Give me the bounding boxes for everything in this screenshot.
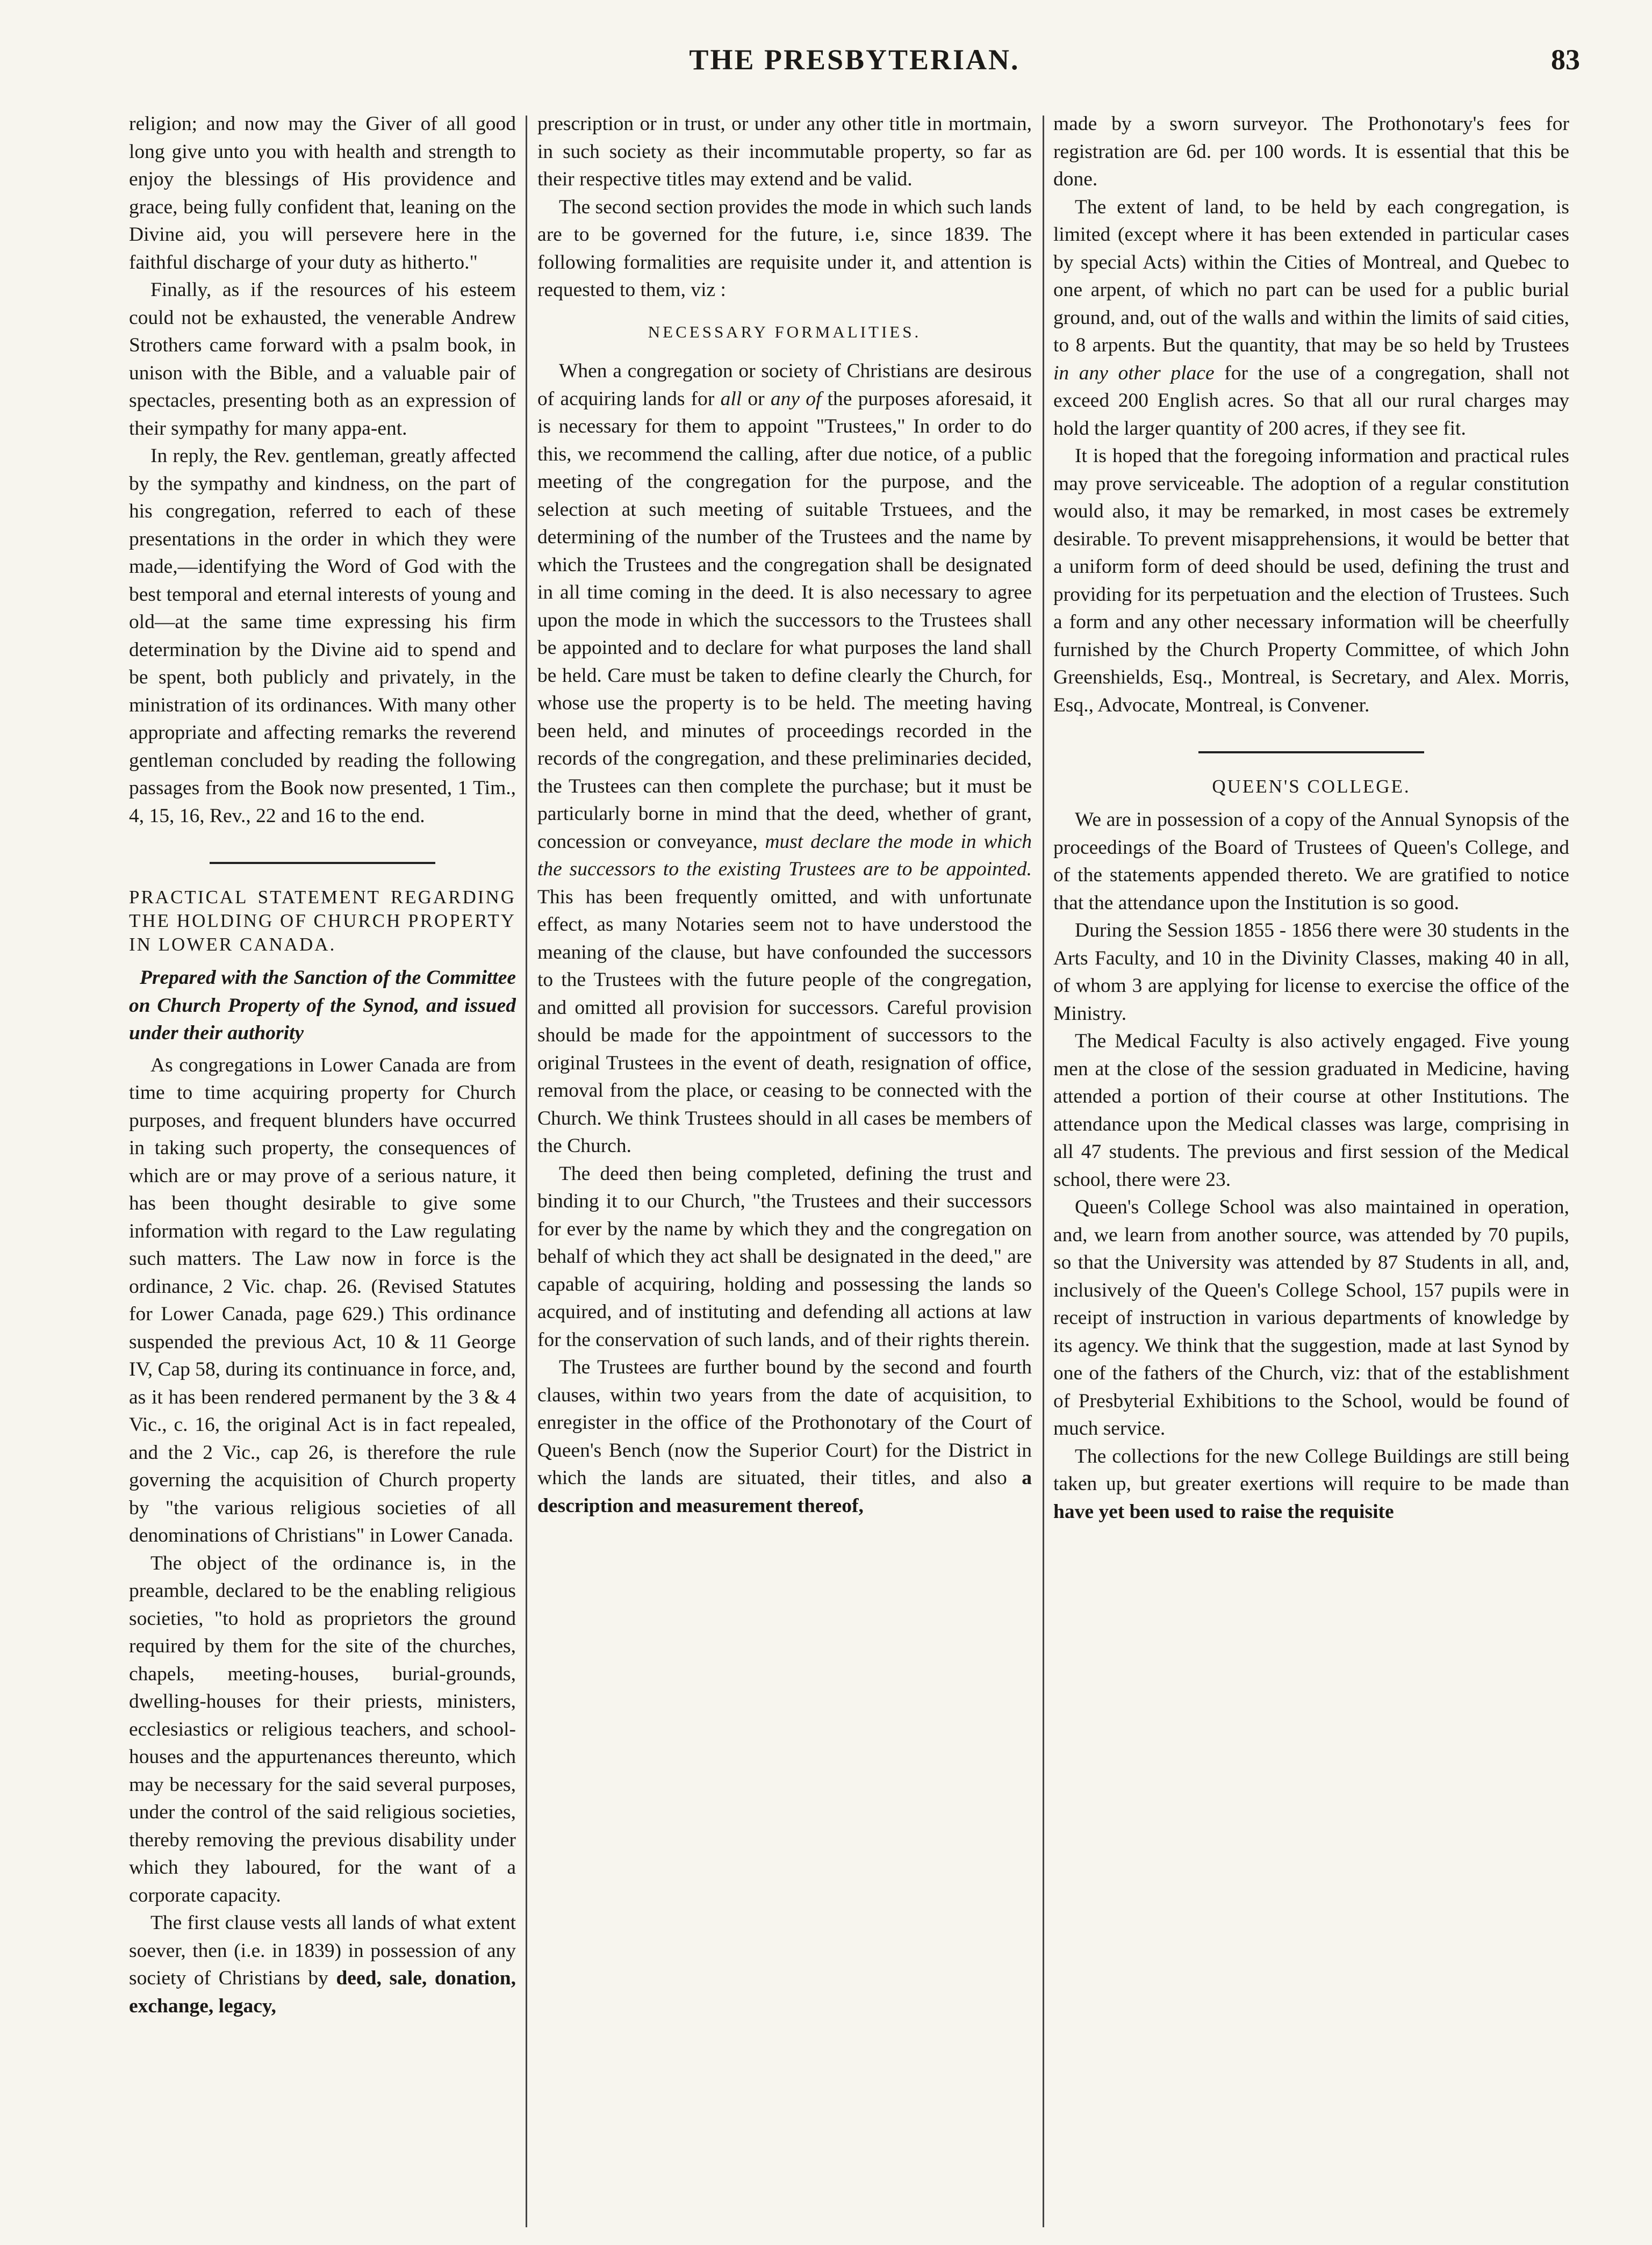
- column-2: [537, 110, 1032, 2233]
- paragraph: [537, 1354, 1032, 1520]
- column-1: [129, 110, 516, 2233]
- paragraph: The object of the ordinance is, in the preamble, declared to be the enabling religious societies, "to hold as proprietors the ground required by them for the site of the churches, chapels, meeting-houses, burial-grounds, dwelling-houses for their priests, ministers, ecclesiastics or religious teachers, and school-houses and the appurtenances thereunto, which may be necessary for the said several purposes, under the control of the said religious societies, thereby removing the previous disability under which they laboured, for the want of a corporate capacity.: [129, 1552, 516, 1906]
- article-heading: QUEEN'S COLLEGE.: [1212, 776, 1411, 797]
- bold-text-run: have yet been used to raise the requisite: [1053, 1500, 1394, 1523]
- paragraph: religion; and now may the Giver of all good long give unto you with health and strength to enjoy the blessings of His providence and grace, being fully confident that, leaning on the Divine aid, you will persevere here in the faithful discharge of your duty as hitherto.": [129, 113, 516, 274]
- paragraph: Finally, as if the resources of his esteem could not be exhausted, the venerable Andrew Strothers came forward with a psalm book, in unison with the Bible, and a valuable pair of spectacles, presenting both as an expression of their sympathy for many appa-ent.: [129, 279, 516, 440]
- italic-text-run: any of: [770, 387, 822, 410]
- bold-text-run: deed, sale, donation, exchange, legacy,: [129, 1967, 516, 2017]
- paragraph: It is hoped that the foregoing information and practical rules may prove serviceable. The adoption of a regular constitution would also, it may be remarked, in most cases be extremely desirable. To prevent misapprehensions, it would be better that a uniform form of deed should be used, defining the trust and providing for its perpetuation and the election of Trustees. Such a form and any other necessary information will be cheerfully furnished by the Church Property Committee, of which John Greenshields, Esq., Montreal, is Secretary, and Alex. Morris, Esq., Advocate, Montreal, is Convener.: [1053, 445, 1569, 716]
- page-header: [129, 43, 1580, 91]
- bold-text-run: a description and measurement thereof,: [537, 1467, 1032, 1517]
- section-subheading: NECESSARY FORMALITIES.: [648, 322, 922, 341]
- running-title: THE PRESBYTERIAN.: [689, 44, 1020, 76]
- paragraph: prescription or in trust, or under any other title in mortmain, in such society as their incommutable property, so far as their respective titles may extend and be valid.: [537, 113, 1032, 190]
- column-3: [1053, 110, 1569, 2233]
- column-divider: [526, 116, 527, 2227]
- italic-text-run: all: [720, 387, 742, 410]
- paragraph: The second section provides the mode in which such lands are to be governed for the future, i.e, since 1839. The following formalities are requisite under it, and attention is requested to them, viz :: [537, 196, 1032, 301]
- section-divider: [210, 862, 435, 864]
- article-subtitle: Prepared with the Sanction of the Committee on Church Property of the Synod, and issued under their authority: [129, 967, 516, 1044]
- paragraph: The deed then being completed, defining the trust and binding it to our Church, "the Trustees and their successors for ever by the name by which they and the congregation on behalf of which they act shall be designated in the deed," are capable of acquiring, holding and possessing the lands so acquired, and of instituting and defending all actions at law for the conservation of such lands, and of their rights therein.: [537, 1162, 1032, 1351]
- paragraph: In reply, the Rev. gentleman, greatly affected by the sympathy and kindness, on the part of his congregation, referred to each of these presentations in the order in which they were made,—identifying the Word of God with the best temporal and eternal interests of young and old—at the same time expressing his firm determination by the Divine aid to spend and be spent, both publicly and privately, in the ministration of its ordinances. With many other appropriate and affecting remarks the reverend gentleman concluded by reading the following passages from the Book now presented, 1 Tim., 4, 15, 16, Rev., 22 and 16 to the end.: [129, 445, 516, 827]
- text-run: The Trustees are further bound by the second and fourth clauses, within two years from the date of acquisition, to enregister in the office of the Prothonotary of the Court of Queen's Bench (now the Superior Court) for the District in which the lands are situated, their titles, and also: [537, 1356, 1032, 1489]
- text-run: When a congregation or society of Christians are desirous of acquiring lands for: [537, 360, 1032, 410]
- paragraph: [129, 1909, 516, 2020]
- text-run: The collections for the new College Buildings are still being taken up, but greater exertions will require to be made than: [1053, 1445, 1569, 1495]
- column-divider: [1043, 116, 1044, 2227]
- paragraph: [537, 357, 1032, 1160]
- paragraph: As congregations in Lower Canada are from time to time acquiring property for Church purposes, and frequent blunders have occurred in taking such property, the consequences of which are or may prove of a serious nature, it has been thought desirable to give some information with regard to the Law regulating such matters. The Law now in force is the ordinance, 2 Vic. chap. 26. (Revised Statutes for Lower Canada, page 629.) This ordinance suspended the previous Act, 10 & 11 George IV, Cap 58, during its continuance in force, and, as it has been rendered permanent by the 3 & 4 Vic., c. 16, the original Act is in fact repealed, and the 2 Vic., cap 26, is therefore the rule governing the acquisition of Church property by "the various religious societies of all denominations of Christians" in Lower Canada.: [129, 1054, 516, 1546]
- section-divider: [1198, 751, 1424, 753]
- paragraph: made by a sworn surveyor. The Prothonotary's fees for registration are 6d. per 100 words. It is essential that this be done.: [1053, 113, 1569, 190]
- paragraph: During the Session 1855 - 1856 there were 30 students in the Arts Faculty, and 10 in the Divinity Classes, making 40 in all, of whom 3 are applying for license to exercise the office of the Ministry.: [1053, 919, 1569, 1025]
- paragraph: We are in possession of a copy of the Annual Synopsis of the proceedings of the Board of Trustees of Queen's College, and of the statements appended thereto. We are gratified to notice that the attendance upon the Institution is so good.: [1053, 809, 1569, 914]
- paragraph: [1053, 1443, 1569, 1526]
- article-heading: PRACTICAL STATEMENT REGARDING THE HOLDING OF CHURCH PROPERTY IN LOWER CANADA.: [129, 887, 516, 955]
- italic-text-run: must declare the mode in which the successors to the existing Trustees are to be appointed.: [537, 830, 1032, 880]
- paragraph: The Medical Faculty is also actively engaged. Five young men at the close of the session graduated in Medicine, having attended a portion of their course at other Institutions. The attendance upon the Medical classes was large, comprising in all 47 students. The previous and first session of the Medical school, there were 23.: [1053, 1030, 1569, 1191]
- paragraph: Queen's College School was also maintained in operation, and, we learn from another source, was attended by 70 pupils, so that the University was attended by 87 Students in all, and, inclusively of the Queen's College School, 157 pupils were in receipt of instruction in various departments of knowledge by its agency. We think that the suggestion, made at last Synod by one of the fathers of the Church, viz: that of the establishment of Presbyterial Exhibitions to the School, would be found of much service.: [1053, 1196, 1569, 1440]
- text-run: The first clause vests all lands of what extent soever, then (i.e. in 1839) in possession of any society of Christians by: [129, 1912, 516, 1989]
- text-run: for the use of a congregation, shall not exceed 200 English acres. So that all our rural charges may hold the larger quantity of 200 acres, if they see fit.: [1053, 362, 1569, 440]
- paragraph: [1053, 193, 1569, 443]
- italic-text-run: in any other place: [1053, 362, 1215, 384]
- page-number: 83: [1551, 44, 1580, 76]
- text-run: or: [742, 387, 771, 410]
- text-run: the purposes aforesaid, it is necessary for them to appoint "Trustees," In order to do this, we recommend the calling, after due notice, of a public meeting of the congregation for the purpose, and the selection at such meeting of suitable Trstuees, and the determining of the number of the Trustees and the name by which the Trustees and the congregation shall be designated in all time coming in the deed. It is also necessary to agree upon the mode in which the successors to the Trustees shall be appointed and to declare for what purposes the land shall be held. Care must be taken to define clearly the Church, for whose use the property is to be held. The meeting having been held, and minutes of proceedings recorded in the records of the congregation, and these preliminaries decided, the Trustees can then complete the purchase; but it must be particularly borne in mind that the deed, whether of grant, concession or conveyance,: [537, 387, 1032, 853]
- text-run: This has been frequently omitted, and with unfortunate effect, as many Notaries seem not to have understood the meaning of the clause, but have confounded the successors to the Trustees with the future people of the congregation, and omitted all provision for successors. Careful provision should be made for the appointment of successors to the original Trustees in the event of death, resignation of office, removal from the place, or ceasing to be connected with the Church. We think Trustees should in all cases be members of the Church.: [537, 886, 1032, 1157]
- text-run: The extent of land, to be held by each congregation, is limited (except where it has been extended in particular cases by special Acts) within the Cities of Montreal, and Quebec to one arpent, of which no part can be used for a public burial ground, and, out of the walls and within the limits of said cities, to 8 arpents. But the quantity, that may be so held by Trustees: [1053, 196, 1569, 356]
